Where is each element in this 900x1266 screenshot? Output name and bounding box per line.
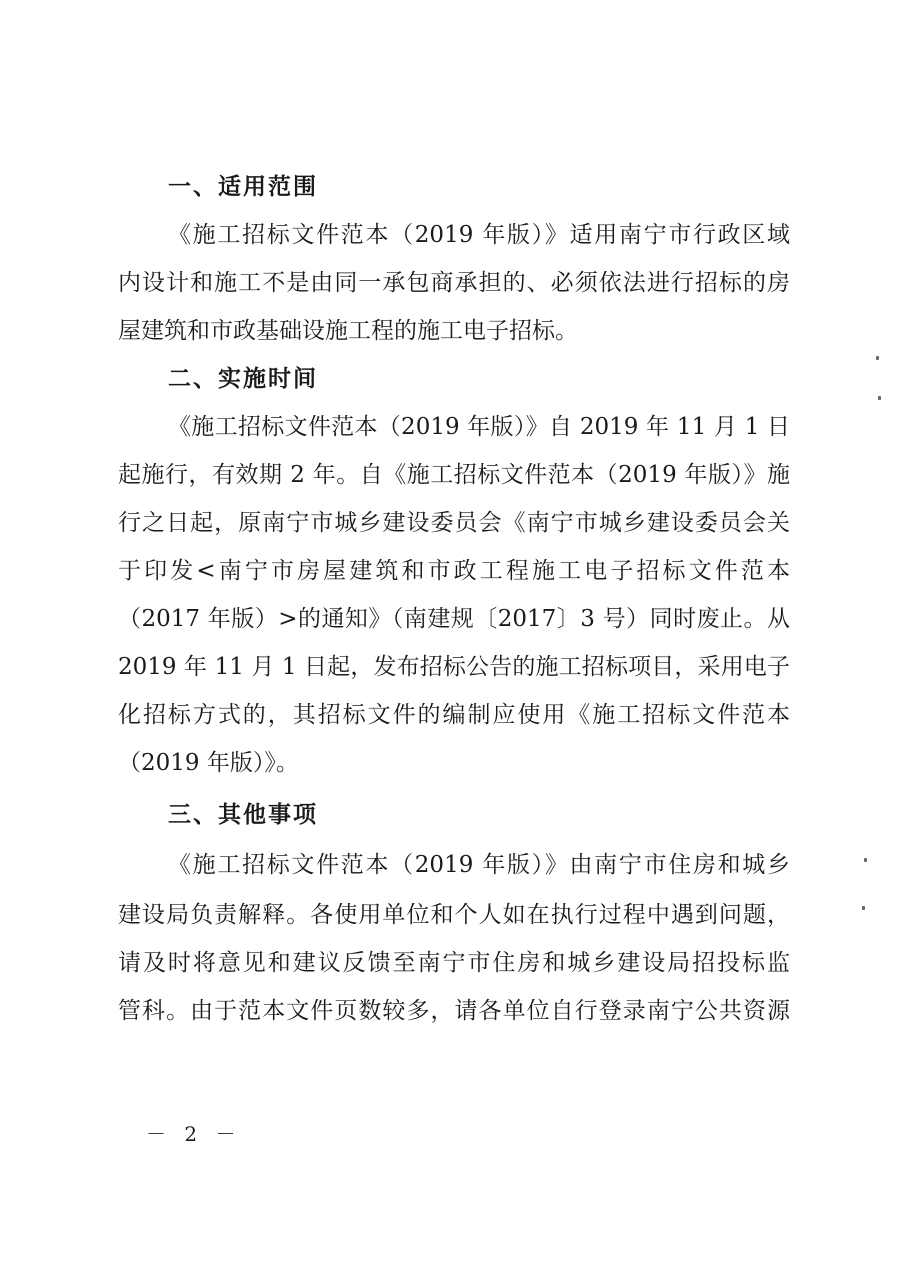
section-heading-other-matters: 三、其他事项 bbox=[168, 802, 318, 828]
paragraph-line: （2019 年版）》。 bbox=[118, 750, 299, 776]
paragraph-line: 2019 年 11 月 1 日起，发布招标公告的施工招标项目，采用电子 bbox=[118, 654, 790, 680]
paragraph-line: 管科。由于范本文件页数较多，请各单位自行登录南宁公共资源 bbox=[118, 998, 790, 1024]
section-heading-effective-date: 二、实施时间 bbox=[168, 366, 318, 392]
paragraph-line: 《施工招标文件范本（2019 年版）》适用南宁市行政区域 bbox=[168, 222, 790, 248]
paragraph-line: 内设计和施工不是由同一承包商承担的、必须依法进行招标的房 bbox=[118, 270, 790, 296]
scan-speck bbox=[876, 356, 879, 360]
paragraph-line: 请及时将意见和建议反馈至南宁市住房和城乡建设局招投标监 bbox=[118, 950, 790, 976]
page-number: － 2 － bbox=[146, 1122, 242, 1146]
scan-speck bbox=[864, 858, 867, 862]
paragraph-line: 于印发<南宁市房屋建筑和市政工程施工电子招标文件范本 bbox=[118, 558, 790, 584]
paragraph-line: 《施工招标文件范本（2019 年版）》由南宁市住房和城乡 bbox=[168, 852, 790, 878]
section-heading-scope: 一、适用范围 bbox=[168, 174, 318, 200]
scan-speck bbox=[862, 906, 865, 910]
scan-speck bbox=[878, 396, 881, 400]
paragraph-line: 建设局负责解释。各使用单位和个人如在执行过程中遇到问题， bbox=[118, 902, 790, 928]
paragraph-line: （2017 年版）>的通知》（南建规〔2017〕3 号）同时废止。从 bbox=[118, 606, 790, 632]
paragraph-line: 屋建筑和市政基础设施工程的施工电子招标。 bbox=[118, 318, 578, 344]
paragraph-line: 起施行，有效期 2 年。自《施工招标文件范本（2019 年版）》施 bbox=[118, 462, 790, 488]
paragraph-line: 化招标方式的，其招标文件的编制应使用《施工招标文件范本 bbox=[118, 702, 790, 728]
paragraph-line: 《施工招标文件范本（2019 年版）》自 2019 年 11 月 1 日 bbox=[168, 414, 790, 440]
paragraph-line: 行之日起，原南宁市城乡建设委员会《南宁市城乡建设委员会关 bbox=[118, 510, 790, 536]
